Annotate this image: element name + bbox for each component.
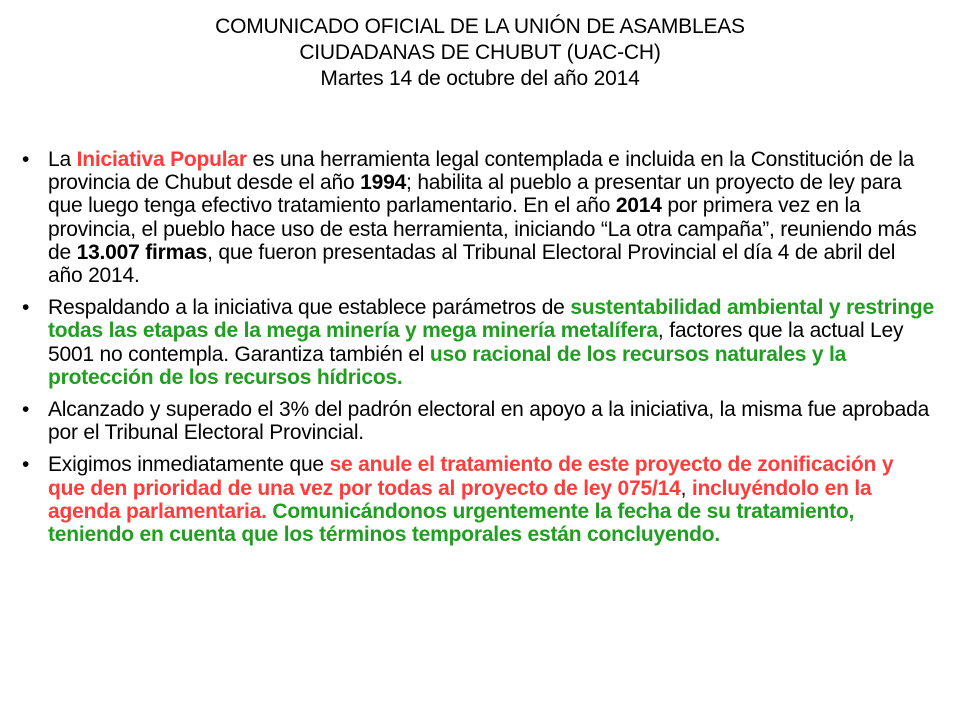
title-line-1: COMUNICADO OFICIAL DE LA UNIÓN DE ASAMBLEAS bbox=[215, 15, 745, 38]
bullet-list bbox=[22, 148, 934, 555]
page-title bbox=[40, 14, 920, 92]
title-line-3: Martes 14 de octubre del año 2014 bbox=[320, 67, 640, 90]
bullet-dot: • bbox=[22, 398, 30, 422]
bullet-4-text-b: , bbox=[680, 476, 692, 500]
bullet-1-text-c: ; habilita al pueblo a presentar un proyecto de ley para que luego tenga efectivo tratamiento parlamentario. En el año bbox=[48, 171, 902, 218]
bullet-4-highlight-anule: se anule el tratamiento de este proyecto de zonificación y que den prioridad de una vez por todas al proyecto de ley 075/14 bbox=[48, 453, 894, 500]
bullet-4-text-a: Exigimos inmediatamente que bbox=[48, 453, 330, 477]
bullet-dot: • bbox=[22, 453, 30, 477]
bullet-1-year-2014: 2014 bbox=[615, 194, 662, 218]
bullet-item-respaldando bbox=[22, 296, 934, 389]
bullet-item-alcanzado bbox=[22, 398, 934, 444]
bullet-1-text-a: La bbox=[48, 148, 77, 171]
bullet-2-text-a: Respaldando a la iniciativa que establece parámetros de bbox=[48, 296, 571, 320]
bullet-1-year-1994: 1994 bbox=[360, 171, 407, 195]
bullet-dot: • bbox=[22, 296, 30, 320]
bullet-2-highlight-sustentabilidad: sustentabilidad ambiental y restringe todas las etapas de la mega minería y mega minería metalífera bbox=[48, 296, 935, 343]
bullet-1-highlight-iniciativa: Iniciativa Popular bbox=[76, 148, 247, 171]
bullet-4-highlight-comunicandonos: Comunicándonos urgentemente la fecha de su tratamiento, teniendo en cuenta que los términos temporales están concluyendo. bbox=[48, 499, 855, 547]
bullet-1-firmas: 13.007 firmas bbox=[76, 240, 208, 264]
title-line-2: CIUDADANAS DE CHUBUT (UAC-CH) bbox=[299, 41, 661, 64]
bullet-1-text-d: por primera vez en la provincia, el pueblo hace uso de esta herramienta, iniciando “La otra campaña”, reuniendo más de bbox=[48, 194, 917, 264]
bullet-3-text: Alcanzado y superado el 3% del padrón electoral en apoyo a la iniciativa, la misma fue aprobada por el Tribunal Electoral Provincial. bbox=[48, 398, 930, 445]
bullet-item-iniciativa bbox=[22, 148, 934, 287]
bullet-4-highlight-agenda: incluyéndolo en la agenda parlamentaria. bbox=[48, 476, 872, 523]
bullet-item-exigimos bbox=[22, 453, 934, 546]
bullet-dot: • bbox=[22, 148, 30, 171]
bullet-1-text-b: es una herramienta legal contemplada e incluida en la Constitución de la provincia de Chubut desde el año bbox=[48, 148, 915, 195]
bullet-2-highlight-recursos: uso racional de los recursos naturales y la protección de los recursos hídricos. bbox=[48, 342, 847, 389]
bullet-1-text-e: , que fueron presentadas al Tribunal Electoral Provincial el día 4 de abril del año 2014. bbox=[48, 240, 896, 288]
bullet-2-text-b: , factores que la actual Ley 5001 no contempla. Garantiza también el bbox=[48, 319, 904, 366]
